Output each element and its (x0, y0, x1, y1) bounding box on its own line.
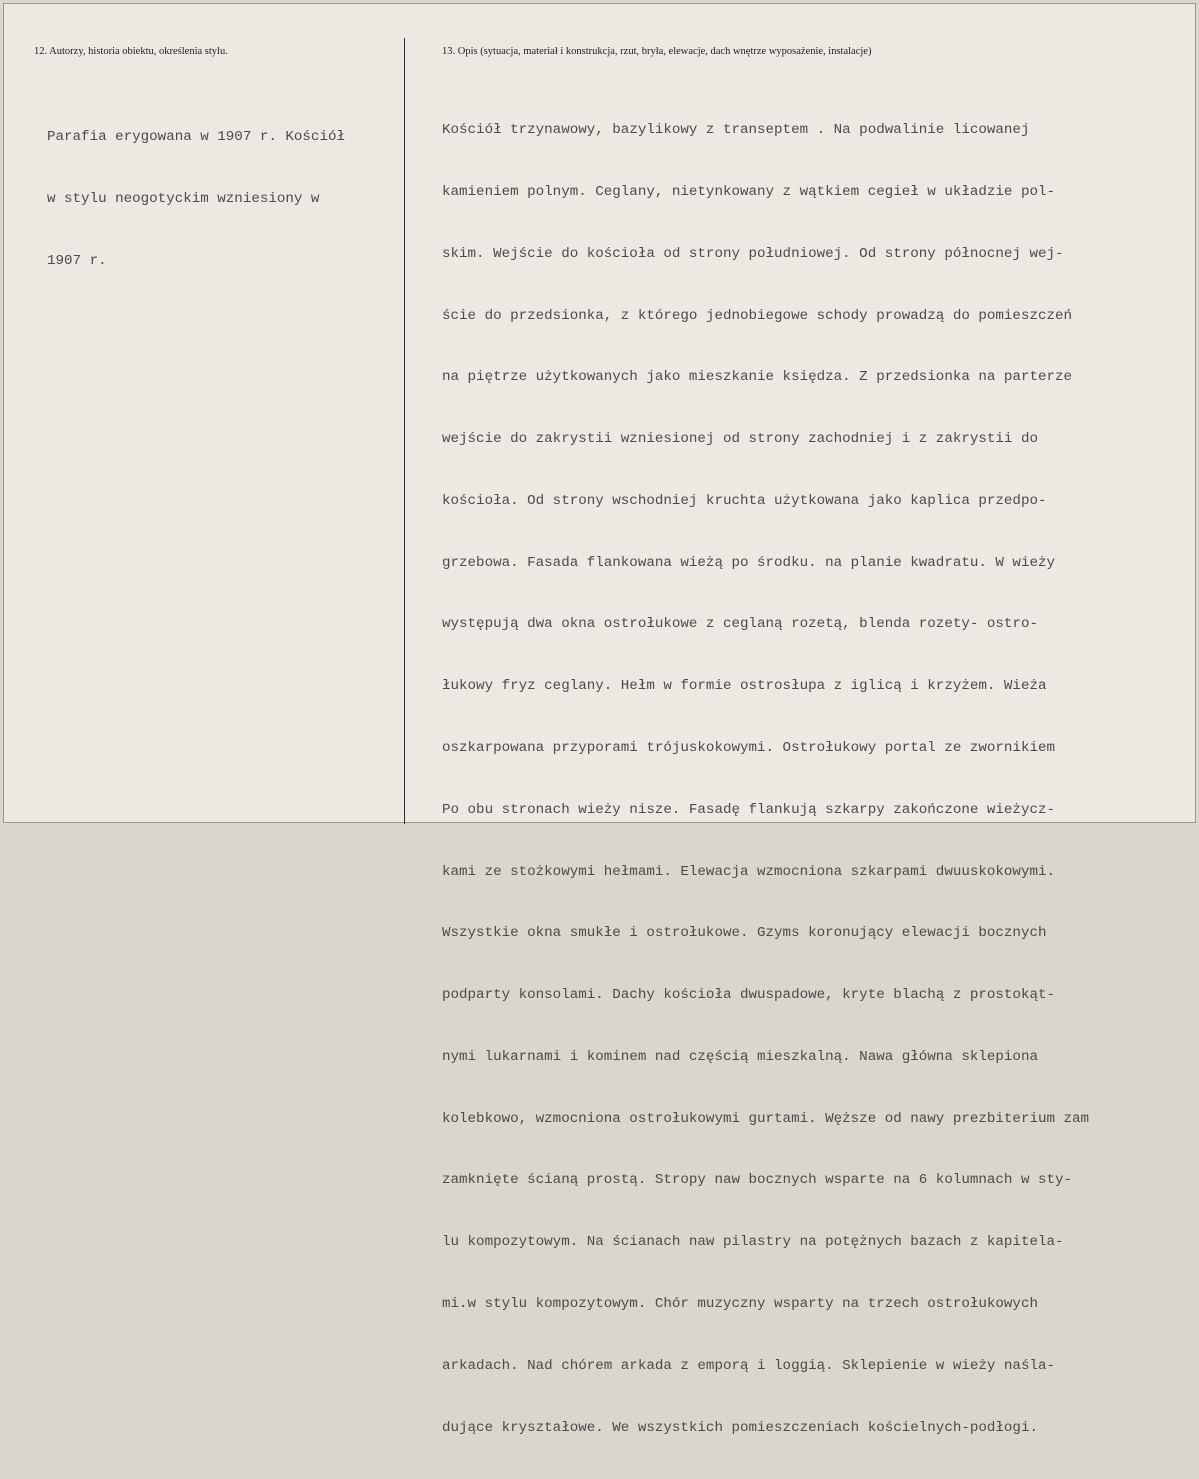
section-13-line: dujące kryształowe. We wszystkich pomieszczeniach kościelnych-podłogi. (442, 1419, 1038, 1436)
section-13-text (442, 79, 1089, 1479)
section-13-line: występują dwa okna ostrołukowe z ceglaną rozetą, blenda rozety- ostro- (442, 616, 1038, 633)
section-13-line: kościoła. Od strony wschodniej kruchta użytkowana jako kaplica przedpo- (442, 492, 1047, 509)
section-13-line: kolebkowo, wzmocniona ostrołukowymi gurtami. Węższe od nawy prezbiterium zam (442, 1110, 1090, 1127)
section-13-line: łukowy fryz ceglany. Hełm w formie ostrosłupa z iglicą i krzyżem. Wieża (442, 678, 1047, 695)
section-13-line: na piętrze użytkowanych jako mieszkanie księdza. Z przedsionka na parterze (442, 369, 1073, 386)
section-13-line: Kościół trzynawowy, bazylikowy z transeptem . Na podwalinie licowanej (442, 122, 1030, 139)
section-13-line: mi.w stylu kompozytowym. Chór muzyczny wsparty na trzech ostrołukowych (442, 1296, 1038, 1313)
section-13-heading: 13. Opis (sytuacja, materiał i konstrukcja, rzut, bryła, elewacje, dach wnętrze wyposażenie, instalacje) (442, 46, 872, 57)
section-13-line: skim. Wejście do kościoła od strony południowej. Od strony północnej wej- (442, 245, 1064, 262)
section-13-line: kami ze stożkowymi hełmami. Elewacja wzmocniona szkarpami dwuuskokowymi. (442, 863, 1055, 880)
section-13-line: arkadach. Nad chórem arkada z emporą i loggią. Sklepienie w wieży naśla- (442, 1357, 1055, 1374)
section-12-text (47, 86, 345, 313)
section-13-line: grzebowa. Fasada flankowana wieżą po środku. na planie kwadratu. W wieży (442, 554, 1055, 571)
column-divider (404, 38, 405, 824)
section-13-line: kamieniem polnym. Ceglany, nietynkowany z wątkiem cegieł w układzie pol- (442, 183, 1055, 200)
section-13-line: ście do przedsionka, z którego jednobiegowe schody prowadzą do pomieszczeń (442, 307, 1073, 324)
document-sheet (3, 3, 1196, 1436)
section-13-line: Po obu stronach wieży nisze. Fasadę flankują szkarpy zakończone wieżycz- (442, 801, 1055, 818)
section-13-line: oszkarpowana przyporami trójuskokowymi. Ostrołukowy portal ze zwornikiem (442, 740, 1055, 756)
section-13-line: podparty konsolami. Dachy kościoła dwuspadowe, kryte blachą z prostokąt- (442, 987, 1055, 1004)
section-12-heading: 12. Autorzy, historia obiektu, określenia stylu. (34, 46, 228, 57)
section-12-line: w stylu neogotyckim wzniesiony w (47, 190, 320, 207)
section-13-line: lu kompozytowym. Na ścianach naw pilastry na potężnych bazach z kapitela- (442, 1234, 1064, 1251)
section-13-line: zamknięte ścianą prostą. Stropy naw bocznych wsparte na 6 kolumnach w sty- (442, 1172, 1073, 1189)
section-13-line: wejście do zakrystii wzniesionej od strony zachodniej i z zakrystii do (442, 431, 1038, 448)
section-12-line: 1907 r. (47, 252, 107, 269)
section-13-line: nymi lukarnami i kominem nad częścią mieszkalną. Nawa główna sklepiona (442, 1048, 1038, 1065)
section-12-line: Parafia erygowana w 1907 r. Kościół (47, 129, 345, 146)
section-13-line: Wszystkie okna smukłe i ostrołukowe. Gzyms koronujący elewacji bocznych (442, 925, 1047, 942)
